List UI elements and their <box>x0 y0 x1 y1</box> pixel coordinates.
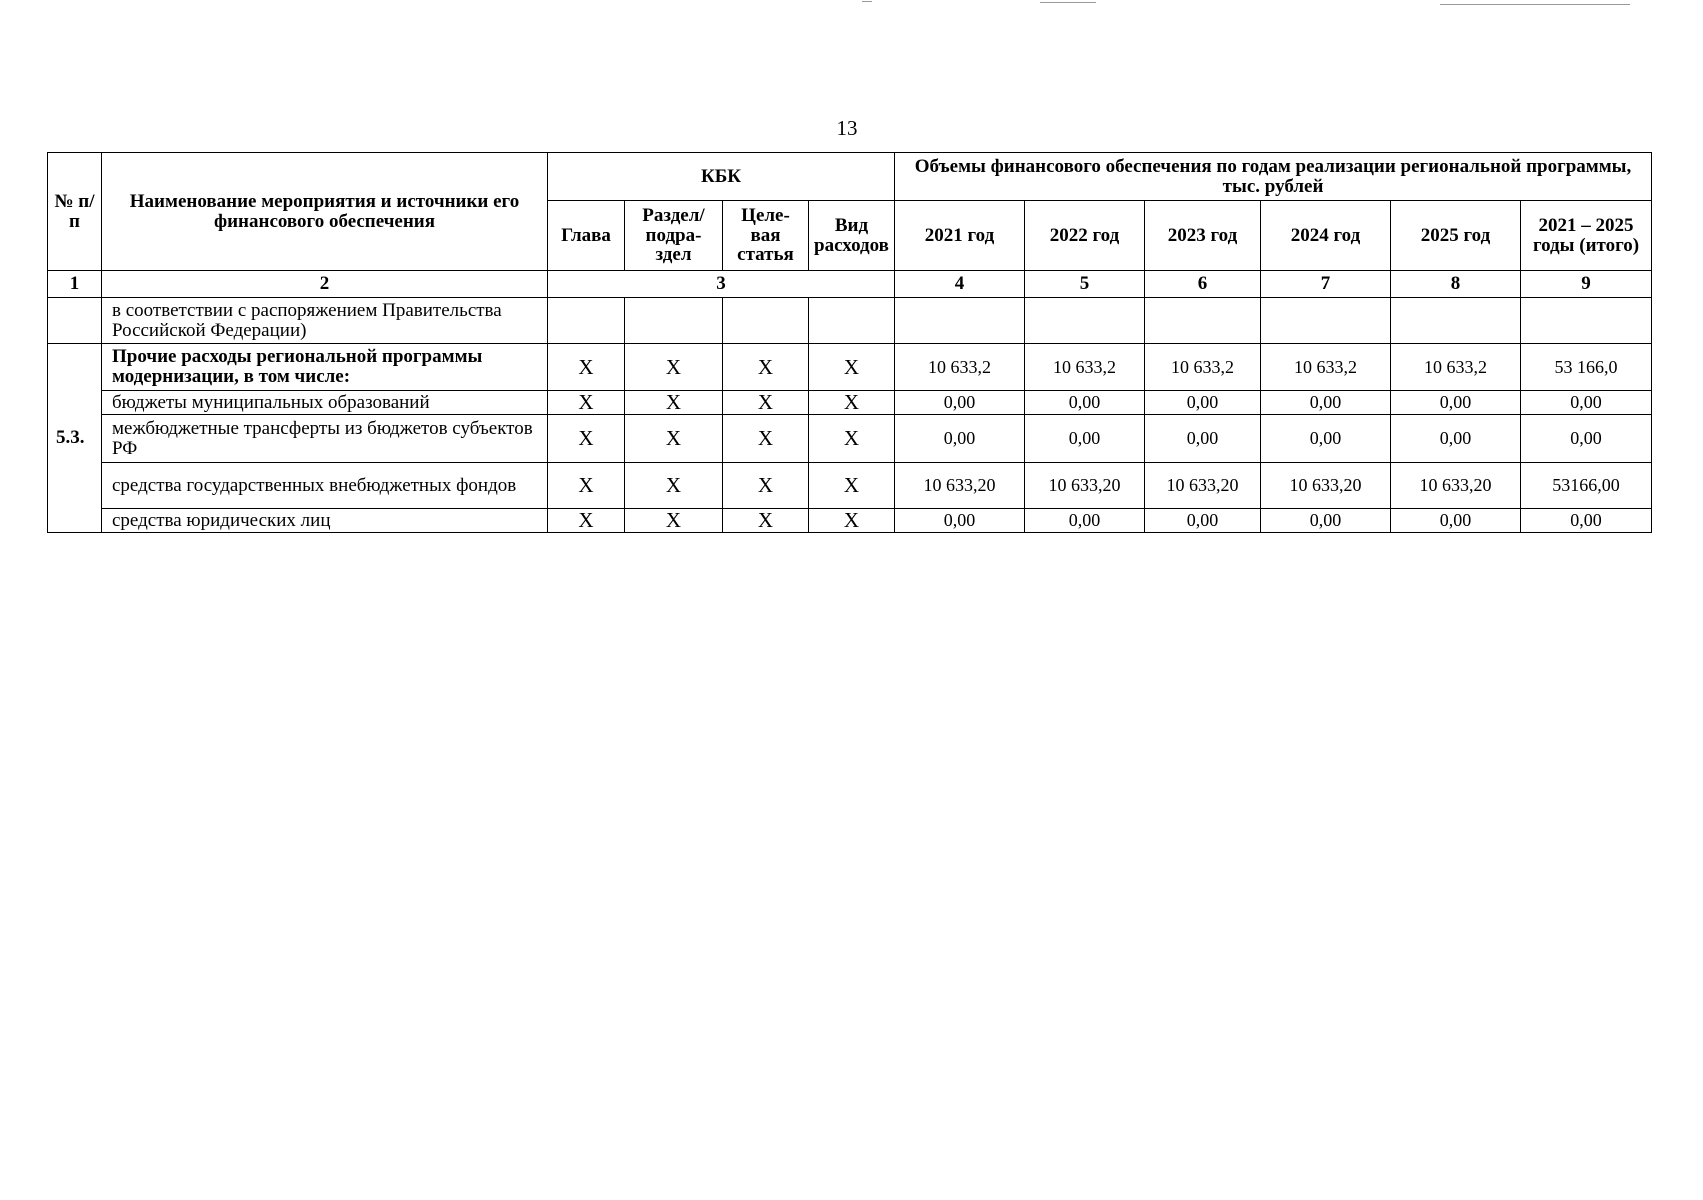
column-number: 1 <box>48 271 102 298</box>
value-2021: 0,00 <box>895 391 1025 415</box>
scan-artifact-line <box>1440 4 1630 5</box>
row-name: Прочие расходы региональной программы модернизации, в том числе: <box>102 344 548 391</box>
table-row <box>48 391 1652 415</box>
value-2023: 10 633,20 <box>1145 463 1261 509</box>
header-year-2024: 2024 год <box>1261 201 1391 271</box>
kbk-glava: X <box>548 463 625 509</box>
table-row <box>48 463 1652 509</box>
value-total: 0,00 <box>1521 509 1652 533</box>
empty-cell <box>1391 298 1521 344</box>
value-2021: 10 633,2 <box>895 344 1025 391</box>
kbk-vid: X <box>809 344 895 391</box>
value-2024: 10 633,20 <box>1261 463 1391 509</box>
kbk-celevaya: X <box>723 415 809 463</box>
kbk-glava: X <box>548 344 625 391</box>
value-2023: 0,00 <box>1145 415 1261 463</box>
table-row <box>48 415 1652 463</box>
kbk-celevaya: X <box>723 391 809 415</box>
value-2024: 0,00 <box>1261 509 1391 533</box>
kbk-razdel: X <box>625 463 723 509</box>
value-2021: 0,00 <box>895 509 1025 533</box>
value-2021: 10 633,20 <box>895 463 1025 509</box>
value-2022: 0,00 <box>1025 415 1145 463</box>
value-2024: 10 633,2 <box>1261 344 1391 391</box>
value-2025: 0,00 <box>1391 509 1521 533</box>
empty-cell <box>895 298 1025 344</box>
kbk-glava: X <box>548 391 625 415</box>
header-year-2023: 2023 год <box>1145 201 1261 271</box>
column-number: 8 <box>1391 271 1521 298</box>
kbk-celevaya: X <box>723 509 809 533</box>
header-razdel: Раздел/ подра- здел <box>625 201 723 271</box>
column-number-row <box>48 271 1652 298</box>
value-total: 53 166,0 <box>1521 344 1652 391</box>
column-number: 5 <box>1025 271 1145 298</box>
header-year-2022: 2022 год <box>1025 201 1145 271</box>
empty-cell <box>723 298 809 344</box>
value-2025: 10 633,20 <box>1391 463 1521 509</box>
empty-cell <box>1025 298 1145 344</box>
page-number: 13 <box>836 116 858 140</box>
scan-artifact-line <box>1040 2 1096 3</box>
value-2022: 0,00 <box>1025 391 1145 415</box>
row-name: средства юридических лиц <box>102 509 548 533</box>
scan-artifact-line <box>862 1 872 2</box>
value-2023: 0,00 <box>1145 509 1261 533</box>
empty-cell <box>809 298 895 344</box>
table-row <box>48 344 1652 391</box>
column-number: 6 <box>1145 271 1261 298</box>
value-2023: 10 633,2 <box>1145 344 1261 391</box>
empty-cell <box>48 298 102 344</box>
column-number: 9 <box>1521 271 1652 298</box>
column-number: 4 <box>895 271 1025 298</box>
continuation-text: в соответствии с распоряжением Правительства Российской Федерации) <box>102 298 548 344</box>
empty-cell <box>625 298 723 344</box>
kbk-vid: X <box>809 509 895 533</box>
row-name: бюджеты муниципальных образований <box>102 391 548 415</box>
kbk-razdel: X <box>625 391 723 415</box>
column-number: 3 <box>548 271 895 298</box>
column-number: 2 <box>102 271 548 298</box>
value-total: 53166,00 <box>1521 463 1652 509</box>
value-total: 0,00 <box>1521 415 1652 463</box>
header-volumes: Объемы финансового обеспечения по годам реализации региональной программы, тыс. рублей <box>895 153 1652 201</box>
kbk-celevaya: X <box>723 463 809 509</box>
value-2021: 0,00 <box>895 415 1025 463</box>
header-total: 2021 – 2025 годы (итого) <box>1521 201 1652 271</box>
empty-cell <box>1261 298 1391 344</box>
budget-table <box>47 152 1652 533</box>
value-2023: 0,00 <box>1145 391 1261 415</box>
header-year-2025: 2025 год <box>1391 201 1521 271</box>
header-vid-rashodov: Вид расходов <box>809 201 895 271</box>
empty-cell <box>1521 298 1652 344</box>
value-2022: 0,00 <box>1025 509 1145 533</box>
header-glava: Глава <box>548 201 625 271</box>
kbk-razdel: X <box>625 344 723 391</box>
kbk-vid: X <box>809 415 895 463</box>
continuation-row <box>48 298 1652 344</box>
value-2025: 10 633,2 <box>1391 344 1521 391</box>
kbk-vid: X <box>809 391 895 415</box>
empty-cell <box>1145 298 1261 344</box>
value-2022: 10 633,2 <box>1025 344 1145 391</box>
kbk-razdel: X <box>625 415 723 463</box>
value-2024: 0,00 <box>1261 391 1391 415</box>
kbk-glava: X <box>548 509 625 533</box>
row-name: средства государственных внебюджетных фондов <box>102 463 548 509</box>
value-total: 0,00 <box>1521 391 1652 415</box>
value-2024: 0,00 <box>1261 415 1391 463</box>
table-row <box>48 509 1652 533</box>
header-kbk: КБК <box>548 153 895 201</box>
header-year-2021: 2021 год <box>895 201 1025 271</box>
value-2022: 10 633,20 <box>1025 463 1145 509</box>
kbk-celevaya: X <box>723 344 809 391</box>
header-no: № п/п <box>48 153 102 271</box>
kbk-glava: X <box>548 415 625 463</box>
kbk-razdel: X <box>625 509 723 533</box>
value-2025: 0,00 <box>1391 415 1521 463</box>
row-name: межбюджетные трансферты из бюджетов субъектов РФ <box>102 415 548 463</box>
section-index: 5.3. <box>48 344 102 533</box>
header-celevaya-statya: Целе- вая статья <box>723 201 809 271</box>
header-name: Наименование мероприятия и источники его финансового обеспечения <box>102 153 548 271</box>
empty-cell <box>548 298 625 344</box>
column-number: 7 <box>1261 271 1391 298</box>
kbk-vid: X <box>809 463 895 509</box>
value-2025: 0,00 <box>1391 391 1521 415</box>
